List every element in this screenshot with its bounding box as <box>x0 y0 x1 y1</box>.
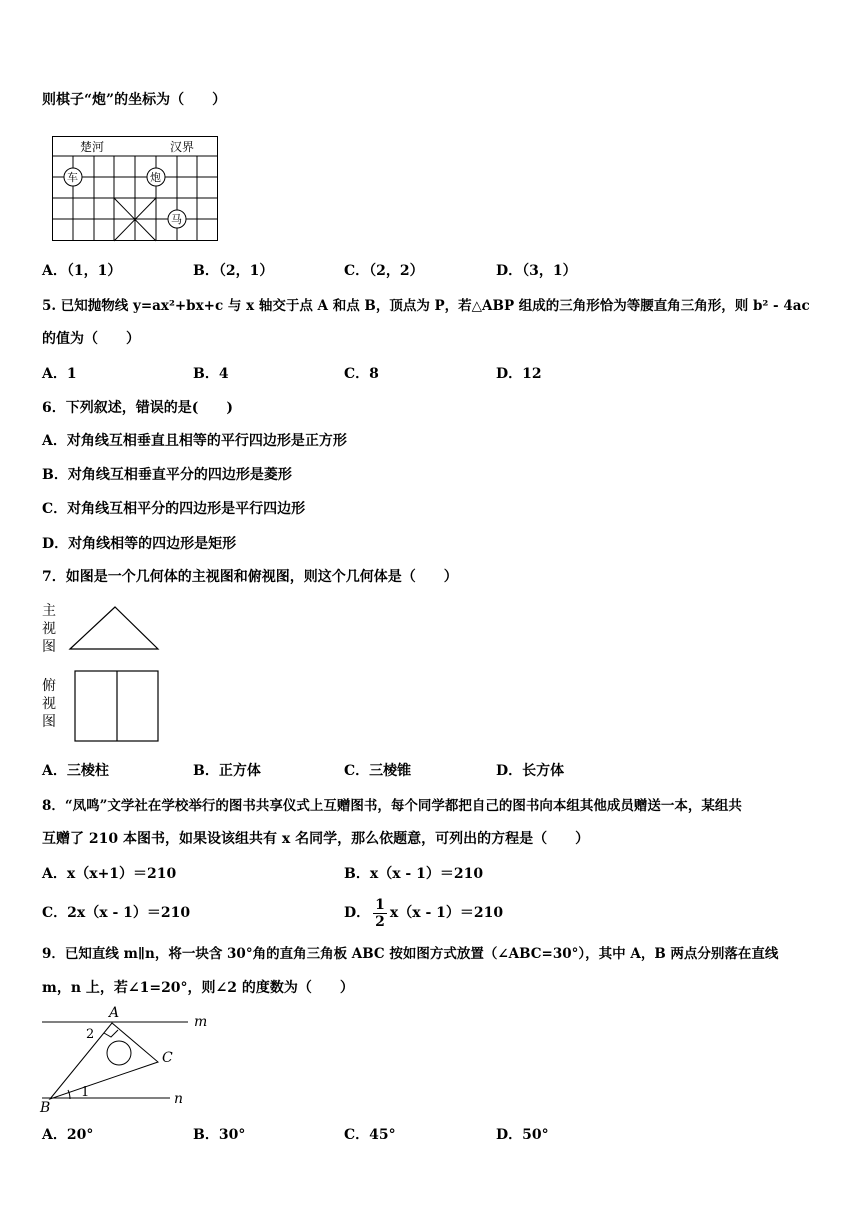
label-b: B <box>40 1100 51 1116</box>
q6-option-d[interactable]: D．对角线相等的四边形是矩形 <box>42 536 237 552</box>
q4-option-d[interactable]: D．（3，1） <box>496 263 577 279</box>
piece-che-label: 车 <box>67 171 78 184</box>
triangle-parallel-lines-figure <box>38 1004 213 1116</box>
top-view-label-2: 视 <box>42 696 56 712</box>
triangle-hole <box>107 1041 131 1065</box>
q7-option-c[interactable]: C．三棱锥 <box>344 763 412 779</box>
front-view-figure <box>40 600 165 660</box>
front-view-label-1: 主 <box>42 603 56 619</box>
q8-option-b[interactable]: B．x（x - 1）＝210 <box>344 866 484 882</box>
angle-1-label: 1 <box>81 1085 90 1100</box>
q8-stem-line1: 8．“凤鸣”文学社在学校举行的图书共享仪式上互赠图书，每个同学都把自己的图书向本组其他成员赠送一本，某组共 <box>42 798 742 814</box>
front-view-triangle <box>70 607 158 649</box>
piece-pao-label: 炮 <box>150 171 161 184</box>
front-view-label-3: 图 <box>42 639 56 655</box>
q8-stem-line2: 互赠了 210 本图书，如果设该组共有 x 名同学，那么依题意，可列出的方程是（ ） <box>42 831 590 847</box>
q7-option-a[interactable]: A．三棱柱 <box>42 763 109 779</box>
q5-stem-line2: 的值为（ ） <box>42 331 140 347</box>
label-c: C <box>162 1050 173 1066</box>
q4-option-a[interactable]: A．（1，1） <box>42 263 122 279</box>
q5-option-d[interactable]: D．12 <box>496 366 542 382</box>
q9-option-d[interactable]: D．50° <box>496 1127 549 1143</box>
q9-option-a[interactable]: A．20° <box>42 1127 94 1143</box>
right-angle-mark <box>104 1030 118 1037</box>
q8-option-a[interactable]: A．x（x+1）＝210 <box>42 866 177 882</box>
q9-option-c[interactable]: C．45° <box>344 1127 396 1143</box>
q8-option-d[interactable]: D． $\frac{1}{2}$ x（x - 1）＝210 <box>344 896 504 930</box>
top-view-label-1: 俯 <box>42 678 56 694</box>
q7-stem: 7．如图是一个几何体的主视图和俯视图，则这个几何体是（ ） <box>42 569 458 585</box>
label-a: A <box>109 1005 120 1021</box>
q5-option-c[interactable]: C．8 <box>344 366 379 382</box>
angle-2-label: 2 <box>86 1027 95 1042</box>
q4-option-b[interactable]: B．（2，1） <box>193 263 274 279</box>
top-view-figure <box>40 670 165 745</box>
q8-option-c[interactable]: C．2x（x - 1）＝210 <box>42 905 191 921</box>
fraction-one-half: $\frac{1}{2}$ <box>375 896 385 930</box>
river-right-label: 汉界 <box>170 140 195 154</box>
label-n: n <box>174 1091 184 1107</box>
q6-stem: 6．下列叙述，错误的是( ) <box>42 400 233 416</box>
q7-option-d[interactable]: D．长方体 <box>496 763 565 779</box>
q4-stem: 则棋子“炮”的坐标为（ ） <box>42 92 227 108</box>
q9-option-b[interactable]: B．30° <box>193 1127 246 1143</box>
triangle-abc <box>50 1023 158 1099</box>
q7-option-b[interactable]: B．正方体 <box>193 763 261 779</box>
q6-option-b[interactable]: B．对角线互相垂直平分的四边形是菱形 <box>42 467 292 483</box>
q5-option-a[interactable]: A．1 <box>42 366 77 382</box>
front-view-label-2: 视 <box>42 621 56 637</box>
q9-stem-line2: m，n 上，若∠1=20°，则∠2 的度数为（ ） <box>42 980 354 996</box>
label-m: m <box>194 1014 208 1030</box>
river-left-label: 楚河 <box>80 140 105 154</box>
q9-stem-line1: 9．已知直线 m∥n，将一块含 30°角的直角三角板 ABC 按如图方式放置（∠ABC=30°），其中 A，B 两点分别落在直线 <box>42 946 779 962</box>
chess-board-figure <box>52 136 220 242</box>
q6-option-a[interactable]: A．对角线互相垂直且相等的平行四边形是正方形 <box>42 433 347 449</box>
q6-option-c[interactable]: C．对角线互相平分的四边形是平行四边形 <box>42 501 306 517</box>
top-view-label-3: 图 <box>42 714 56 730</box>
q5-option-b[interactable]: B．4 <box>193 366 229 382</box>
q4-option-c[interactable]: C．（2，2） <box>344 263 424 279</box>
piece-ma-label: 马 <box>171 213 182 226</box>
q5-stem-line1: 5. 已知抛物线 y=ax²+bx+c 与 x 轴交于点 A 和点 B，顶点为 P，若△ABP 组成的三角形恰为等腰直角三角形，则 b² - 4ac <box>42 298 810 314</box>
